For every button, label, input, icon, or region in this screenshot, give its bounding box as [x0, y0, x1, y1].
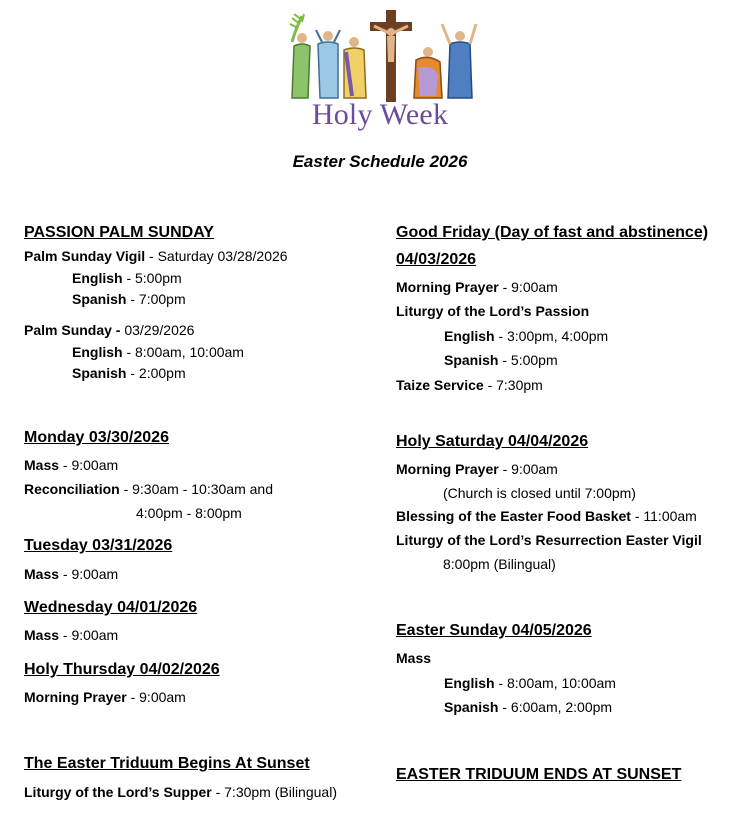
triduum-ends-heading: EASTER TRIDUUM ENDS AT SUNSET	[396, 766, 682, 783]
good-friday-heading: Good Friday (Day of fast and abstinence)	[396, 224, 709, 241]
saturday-vigil-time: 8:00pm (Bilingual)	[443, 556, 556, 572]
saturday-closed-note: (Church is closed until 7:00pm)	[443, 485, 636, 501]
friday-spanish-time: - 5:00pm	[498, 352, 558, 368]
wednesday-mass-time: - 9:00am	[59, 627, 119, 643]
friday-english-time: - 3:00pm, 4:00pm	[494, 328, 609, 344]
easter-sunday-spanish-row	[444, 698, 612, 716]
wednesday-mass-label: Mass	[24, 627, 60, 643]
easter-sunday-spanish-time: - 6:00am, 2:00pm	[498, 699, 613, 715]
friday-prayer-label: Morning Prayer	[396, 279, 499, 295]
friday-taize-row	[396, 376, 543, 394]
thursday-prayer-time: - 9:00am	[126, 689, 186, 705]
monday-reconciliation-time: - 9:30am - 10:30am and	[119, 481, 273, 497]
easter-sunday-heading: Easter Sunday 04/05/2026	[396, 622, 592, 639]
holy-week-logo	[282, 8, 478, 136]
monday-mass-label: Mass	[24, 457, 60, 473]
saturday-prayer-label: Morning Prayer	[396, 461, 499, 477]
easter-sunday-english-time: - 8:00am, 10:00am	[494, 675, 616, 691]
triduum-begins-heading: The Easter Triduum Begins At Sunset	[24, 755, 310, 772]
palm-sunday-english-row	[72, 343, 244, 361]
saturday-vigil-label: Liturgy of the Lord’s Resurrection Easter Vigil	[396, 532, 702, 548]
tuesday-mass-label: Mass	[24, 566, 60, 582]
palm-vigil-spanish-row	[72, 290, 186, 308]
friday-spanish-row	[444, 351, 558, 369]
lords-supper-time: - 7:30pm (Bilingual)	[211, 784, 337, 800]
thursday-heading: Holy Thursday 04/02/2026	[24, 661, 220, 678]
lords-supper-label: Liturgy of the Lord’s Supper	[24, 784, 212, 800]
saturday-prayer-row	[396, 460, 558, 478]
thursday-prayer-row	[24, 688, 186, 706]
palm-sunday-spanish-label: Spanish	[72, 365, 127, 381]
palm-vigil-english-row	[72, 269, 182, 287]
palm-sunday-spanish-time: - 2:00pm	[126, 365, 186, 381]
palm-sunday-spanish-row	[72, 364, 186, 382]
monday-reconciliation-time-2: 4:00pm - 8:00pm	[136, 505, 242, 521]
tuesday-mass-row	[24, 565, 118, 583]
palm-sunday-heading: PASSION PALM SUNDAY	[24, 224, 214, 241]
good-friday-date: 04/03/2026	[396, 251, 477, 268]
lords-supper-row	[24, 783, 337, 801]
monday-reconciliation-row	[24, 480, 273, 498]
holy-week-figures-illustration	[282, 8, 478, 104]
palm-sunday-label: Palm Sunday -	[24, 322, 121, 338]
thursday-prayer-label: Morning Prayer	[24, 689, 127, 705]
monday-reconciliation-label: Reconciliation	[24, 481, 120, 497]
friday-spanish-label: Spanish	[444, 352, 499, 368]
friday-taize-label: Taize Service	[396, 377, 484, 393]
palm-sunday-row	[24, 321, 194, 339]
wednesday-heading: Wednesday 04/01/2026	[24, 599, 198, 616]
easter-sunday-mass-label: Mass	[396, 650, 432, 666]
friday-passion-label: Liturgy of the Lord’s Passion	[396, 303, 590, 319]
friday-english-label: English	[444, 328, 495, 344]
friday-prayer-time: - 9:00am	[498, 279, 558, 295]
easter-sunday-spanish-label: Spanish	[444, 699, 499, 715]
monday-mass-row	[24, 456, 118, 474]
palm-sunday-english-label: English	[72, 344, 123, 360]
palm-vigil-english-label: English	[72, 270, 123, 286]
saturday-basket-row	[396, 507, 697, 525]
wednesday-mass-row	[24, 626, 118, 644]
easter-sunday-english-label: English	[444, 675, 495, 691]
holy-saturday-heading: Holy Saturday 04/04/2026	[396, 433, 589, 450]
monday-mass-time: - 9:00am	[59, 457, 119, 473]
palm-sunday-english-time: - 8:00am, 10:00am	[122, 344, 244, 360]
saturday-basket-time: - 11:00am	[630, 508, 697, 524]
saturday-basket-label: Blessing of the Easter Food Basket	[396, 508, 631, 524]
palm-vigil-label: Palm Sunday Vigil	[24, 248, 146, 264]
palm-vigil-english-time: - 5:00pm	[122, 270, 182, 286]
tuesday-heading: Tuesday 03/31/2026	[24, 537, 173, 554]
palm-vigil-date: - Saturday 03/28/2026	[145, 248, 288, 264]
easter-sunday-english-row	[444, 674, 616, 692]
saturday-prayer-time: - 9:00am	[498, 461, 558, 477]
tuesday-mass-time: - 9:00am	[59, 566, 119, 582]
logo-title: Holy Week	[311, 98, 449, 131]
friday-english-row	[444, 327, 608, 345]
palm-vigil-spanish-time: - 7:00pm	[126, 291, 186, 307]
friday-taize-time: - 7:30pm	[483, 377, 543, 393]
palm-vigil-spanish-label: Spanish	[72, 291, 127, 307]
palm-vigil-row	[24, 247, 288, 265]
friday-prayer-row	[396, 278, 558, 296]
palm-sunday-date: 03/29/2026	[120, 322, 195, 338]
page-title: Easter Schedule 2026	[292, 152, 468, 171]
monday-heading: Monday 03/30/2026	[24, 429, 169, 446]
